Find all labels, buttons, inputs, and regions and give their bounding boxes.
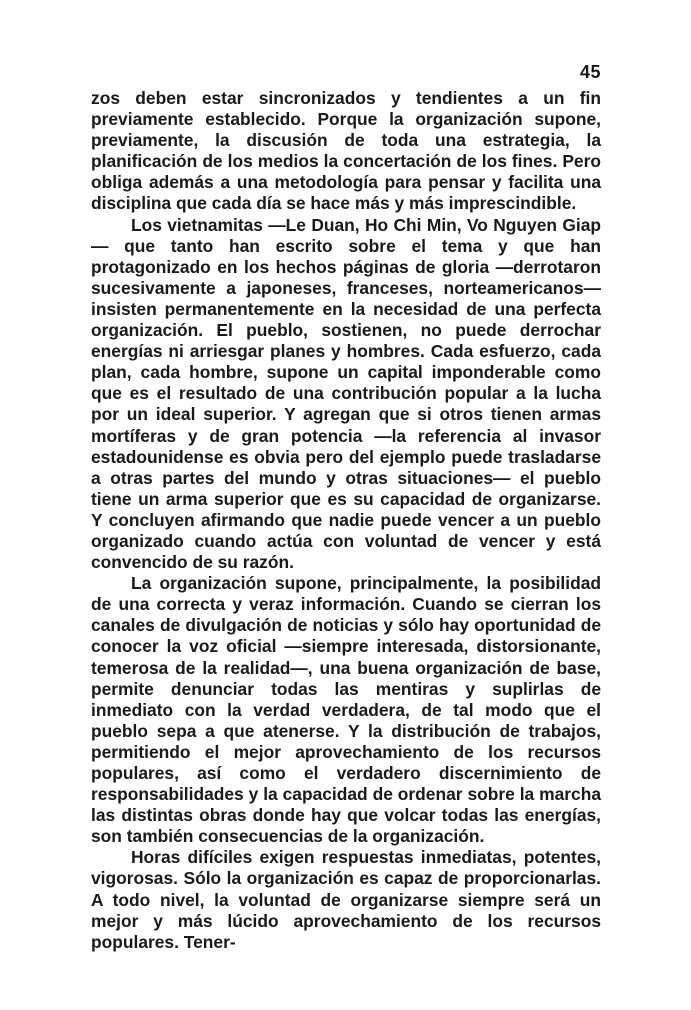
paragraph-1: zos deben estar sincronizados y tendientes a un fin previamente establecido. Porque la organización supone, previamente, la discusión de toda una estrategia, la planificación de los medios la concertación de los fines. Pero obliga además a una metodología para pensar y facilita una disciplina que cada día se hace más y más imprescindible.: [91, 88, 601, 214]
body-text: [91, 88, 601, 953]
paragraph-4: Horas difíciles exigen respuestas inmediatas, potentes, vigorosas. Sólo la organización es capaz de proporcionarlas. A todo nivel, la voluntad de organizarse siempre será un mejor y más lúcido aprovechamiento de los recursos populares. Tener-: [91, 847, 601, 952]
paragraph-2: Los vietnamitas —Le Duan, Ho Chi Min, Vo Nguyen Giap— que tanto han escrito sobre el tema y que han protagonizado en los hechos páginas de gloria —derrotaron sucesivamente a japoneses, franceses, norteamericanos— insisten permanentemente en la necesidad de una perfecta organización. El pueblo, sostienen, no puede derrochar energías ni arriesgar planes y hombres. Cada esfuerzo, cada plan, cada hombre, supone un capital imponderable como que es el resultado de una contribución popular a la lucha por un ideal superior. Y agregan que si otros tienen armas mortíferas y de gran potencia —la referencia al invasor estadounidense es obvia pero del ejemplo puede trasladarse a otras partes del mundo y otras situaciones— el pueblo tiene un arma superior que es su capacidad de organizarse. Y concluyen afirmando que nadie puede vencer a un pueblo organizado cuando actúa con voluntad de vencer y está convencido de su razón.: [91, 214, 601, 573]
page-number: 45: [579, 62, 601, 82]
paragraph-3: La organización supone, principalmente, la posibilidad de una correcta y veraz información. Cuando se cierran los canales de divulgación de noticias y sólo hay oportunidad de conocer la voz oficial —siempre interesada, distorsionante, temerosa de la realidad—, una buena organización de base, permite denunciar todas las mentiras y suplirlas de inmediato con la verdad verdadera, de tal modo que el pueblo sepa a que atenerse. Y la distribución de trabajos, permitiendo el mejor aprovechamiento de los recursos populares, así como el verdadero discernimiento de responsabilidades y la capacidad de ordenar sobre la marcha las distintas obras donde hay que volcar todas las energías, son también consecuencias de la organización.: [91, 573, 601, 847]
